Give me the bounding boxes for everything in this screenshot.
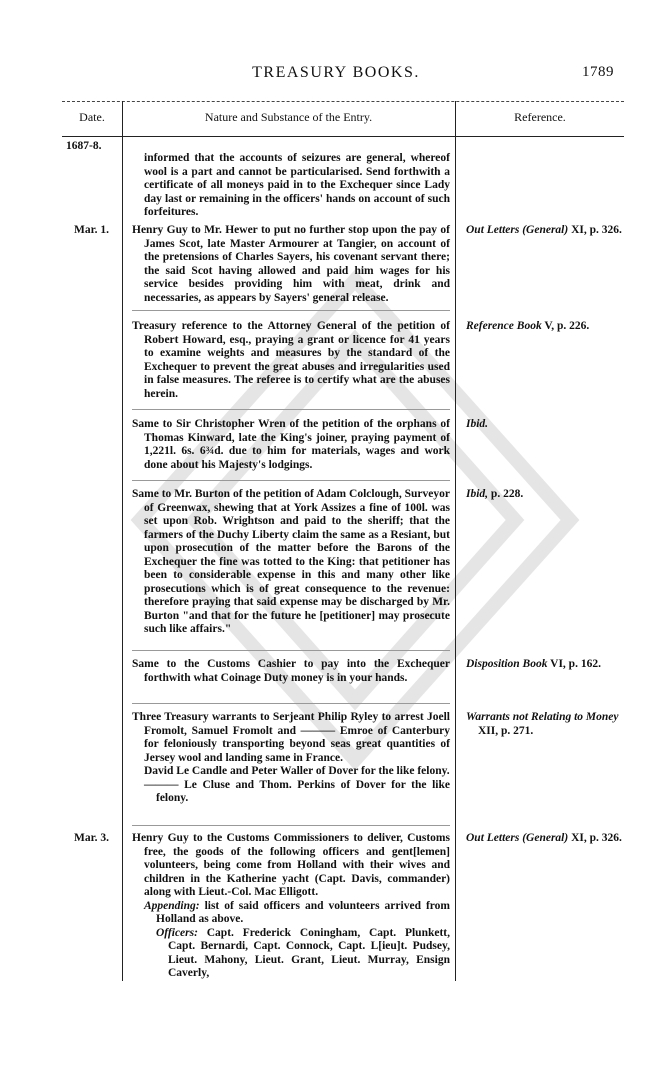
entry-paragraph: informed that the accounts of seizures are general, whereof wool is a part and cannot be particularised. Send forthwith a certificate of all moneys paid in to the Exchequer since Lady day last or remaining in the officers' hands on account of such forfeitures. <box>144 152 450 218</box>
entry-date: 1687-8. <box>66 140 102 152</box>
column-header-nature: Nature and Substance of the Entry. <box>204 110 373 124</box>
entry-reference <box>466 320 622 334</box>
entry-text <box>132 152 450 220</box>
entry-paragraph: Same to Mr. Burton of the petition of Adam Colclough, Surveyor of Greenwax, shewing that at York Assizes a fine of 100l. was set upon Rob. Wrightson and paid to the sheriff; that the farmers of the Duchy Liberty claim the same as a Resiant, but upon prosecution of the matter before the Barons of the Exchequer the fine was totted to the King: that petitioner has been to considerable expense in this and many other like prosecutions which is of great consequence to the revenue: therefore praying that said expense may be discharged by Mr. Burton "and that for the future he [petitioner] may prosecute such like affairs." <box>132 488 450 635</box>
page-number: 1789 <box>582 64 614 80</box>
entry-reference <box>466 658 622 672</box>
officers-label: Officers: <box>156 926 198 939</box>
reference-source: Reference Book <box>466 320 542 332</box>
column-divider-date <box>122 101 123 981</box>
entry-text <box>132 320 450 401</box>
column-header-date: Date. <box>79 110 105 124</box>
entry-paragraph: Henry Guy to the Customs Commissioners to deliver, Customs free, the goods of the following officers and gent[lemen] volunteers, being come from Holland with their wives and children in the Katherine yacht (Capt. Davis, commander) along with Lieut.-Col. Mac Elligott. <box>132 832 450 898</box>
reference-location: XII, p. 271. <box>478 724 534 737</box>
reference-source: Out Letters (General) <box>466 224 569 236</box>
entry-separator <box>132 310 450 311</box>
appending-text: list of said officers and volunteers arrived from Holland as above. <box>156 899 450 925</box>
entry-separator <box>132 480 450 481</box>
reference-source: Warrants not Relating to Money <box>466 711 619 723</box>
entry-text <box>132 488 450 637</box>
reference-source: Out Letters (General) <box>466 832 569 844</box>
entry-text <box>132 658 450 685</box>
entry-separator <box>132 409 450 410</box>
entry-paragraph <box>132 927 450 981</box>
entry-paragraph <box>132 900 450 927</box>
table-top-rule <box>62 101 624 102</box>
running-head <box>0 64 672 86</box>
entry-paragraph: David Le Candle and Peter Waller of Dover for the like felony. <box>144 765 450 777</box>
column-divider-reference <box>455 101 456 981</box>
entry-paragraph: Three Treasury warrants to Serjeant Philip Ryley to arrest Joell Fromolt, Samuel Fromolt and ——— Emroe of Canterbury for feloniously transporting beyond seas great quantities of Jersey wool and landing same in France. <box>132 711 450 764</box>
entry-text <box>132 832 450 981</box>
entry-separator <box>132 650 450 651</box>
entry-reference <box>466 832 622 846</box>
entry-reference <box>466 488 622 502</box>
reference-source: Ibid, <box>466 488 489 500</box>
entry-text <box>132 224 450 305</box>
reference-location: V, p. 226. <box>541 320 590 332</box>
reference-location: VI, p. 162. <box>547 658 601 670</box>
reference-location: p. 228. <box>488 488 524 500</box>
appending-label: Appending: <box>144 899 200 912</box>
reference-location: XI, p. 326. <box>568 224 622 236</box>
header-bottom-rule <box>62 136 624 137</box>
reference-location: XI, p. 326. <box>568 832 622 844</box>
entry-paragraph: Treasury reference to the Attorney General of the petition of Robert Howard, esq., praying a grant or licence for 41 years to examine weights and measures by the standard of the Exchequer to prevent the great abuses and irregularities used in false measures. The referee is to certify what are the abuses herein. <box>132 320 450 400</box>
entry-separator <box>132 703 450 704</box>
entry-reference <box>466 418 622 432</box>
entry-date: Mar. 1. <box>74 224 110 236</box>
entry-date: Mar. 3. <box>74 832 110 844</box>
entry-reference <box>466 224 622 238</box>
entry-paragraph: Same to Sir Christopher Wren of the petition of the orphans of Thomas Kinward, late the King's joiner, praying payment of 1,221l. 6s. 6¾d. due to him for materials, wages and work done about his Majesty's lodgings. <box>132 418 450 471</box>
reference-source: Disposition Book <box>466 658 548 670</box>
entry-reference <box>466 711 622 738</box>
entry-separator <box>132 825 450 826</box>
reference-source: Ibid. <box>466 418 489 430</box>
officers-text: Capt. Frederick Coningham, Capt. Plunkett, Capt. Bernardi, Capt. Connock, Capt. L[ieu]t. Pudsey, Lieut. Mahony, Lieut. Grant, Lieut. Murray, Ensign Caverly, <box>168 926 450 979</box>
entry-paragraph: ——— Le Cluse and Thom. Perkins of Dover for the like felony. <box>144 778 450 804</box>
running-title: TREASURY BOOKS. <box>252 64 420 81</box>
entry-text <box>132 418 450 472</box>
entry-text <box>132 711 450 806</box>
entry-paragraph: Same to the Customs Cashier to pay into the Exchequer forthwith what Coinage Duty money is in your hands. <box>132 658 450 684</box>
entry-paragraph: Henry Guy to Mr. Hewer to put no further stop upon the pay of James Scot, late Master Armourer at Tangier, on account of the pretensions of Charles Sayers, his covenant servant there; the said Scot having allowed and paid him wages for his service besides providing him with meat, drink and necessaries, as appears by Sayers' general release. <box>132 224 450 304</box>
column-header-reference: Reference. <box>514 110 566 124</box>
